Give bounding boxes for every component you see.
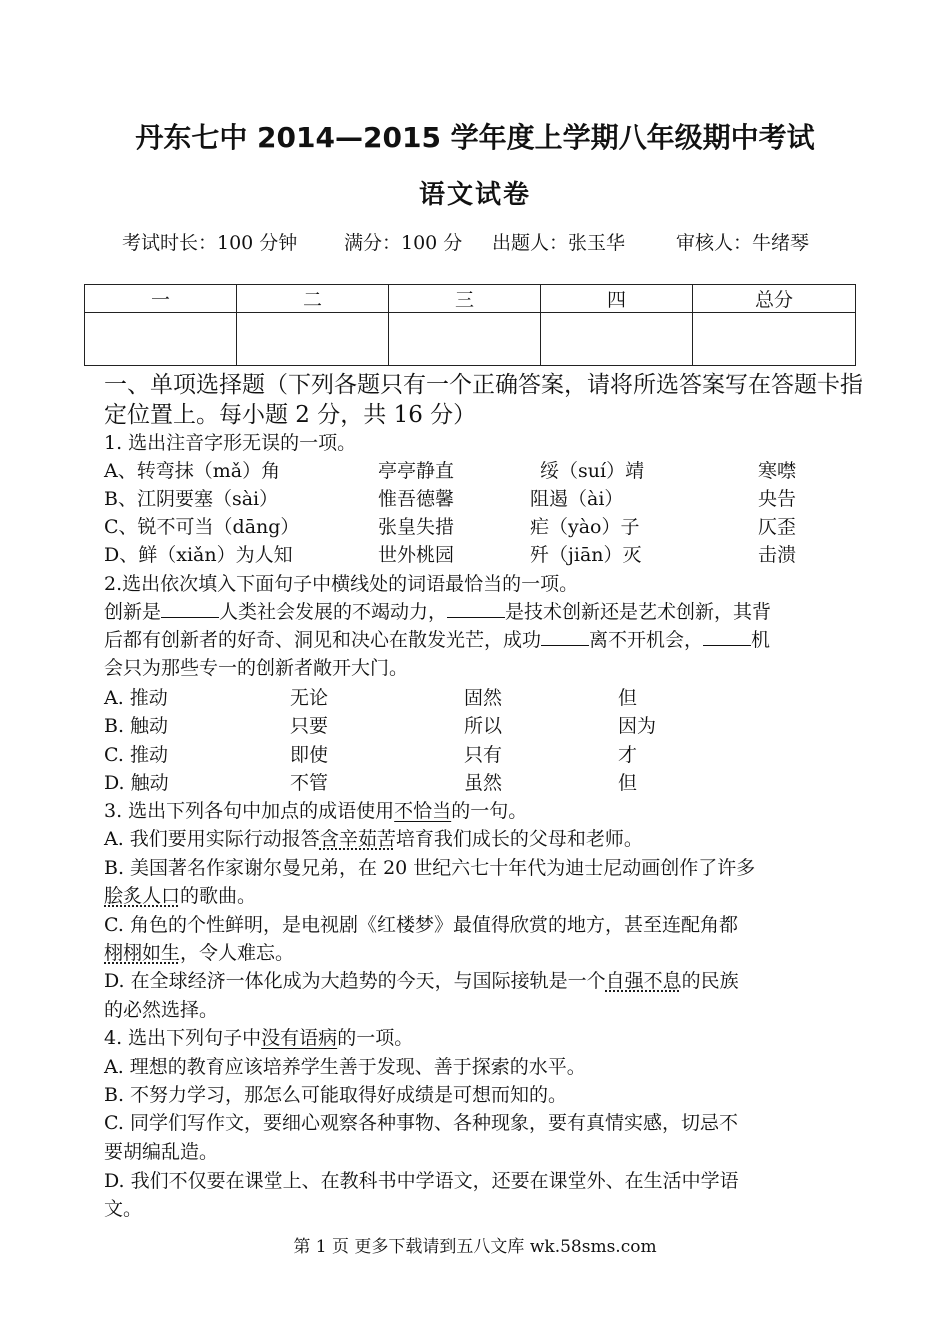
q4-stem-emphasis: 没有语病 — [261, 1027, 338, 1049]
q2-b-3: 所以 — [464, 715, 503, 737]
q1-a-1: A、转弯抹（mǎ）角 — [104, 460, 281, 482]
score-cell-3[interactable] — [389, 313, 541, 366]
q2-d-1: D. 触动 — [104, 772, 169, 794]
q1-c-4: 仄歪 — [758, 516, 797, 538]
exam-title: 丹东七中 2014—2015 学年度上学期八年级期中考试 — [135, 121, 815, 154]
q1-d-2: 世外桃园 — [378, 544, 455, 566]
q2-d-2: 不管 — [290, 772, 329, 794]
q4-option-b: B. 不努力学习，那怎么可能取得好成绩是可想而知的。 — [104, 1084, 568, 1106]
q4-stem — [104, 1023, 413, 1050]
q2-c-4: 才 — [618, 744, 638, 766]
q2-stem: 2.选出依次填入下面句子中横线处的词语最恰当的一项。 — [104, 573, 579, 595]
q2-blank-2[interactable] — [447, 599, 505, 618]
q3-stem — [104, 796, 527, 823]
author-label: 出题人：张玉华 — [492, 232, 626, 254]
score-table-entry-row — [85, 313, 856, 366]
q3-option-b-line1: B. 美国著名作家谢尔曼兄弟，在 20 世纪六七十年代为迪士尼动画创作了许多 — [104, 857, 756, 879]
q1-c-1: C、锐不可当（dāng） — [104, 516, 300, 538]
q3-stem-text: 3. 选出下列各句中加点的成语使用 — [104, 800, 395, 822]
score-cell-1[interactable] — [85, 313, 237, 366]
q3-b-idiom: 脍炙人口 — [104, 885, 181, 907]
q3-option-d-line2: 的必然选择。 — [104, 999, 219, 1021]
q1-b-4: 央告 — [758, 488, 797, 510]
q1-a-4: 寒噤 — [758, 460, 797, 482]
q4-option-c-line1: C. 同学们写作文，要细心观察各种事物、各种现象，要有真情实感，切忌不 — [104, 1112, 738, 1134]
q2-blank-1[interactable] — [161, 599, 219, 618]
q2-blank-4[interactable] — [703, 627, 751, 646]
q2-text: 机 — [751, 629, 771, 651]
q1-stem: 1. 选出注音字形无误的一项。 — [104, 432, 357, 454]
q2-a-3: 固然 — [464, 687, 503, 709]
q3-a-text: A. 我们要用实际行动报答 — [104, 828, 320, 850]
q2-d-4: 但 — [618, 772, 638, 794]
q3-a-text: 培育我们成长的父母和老师。 — [395, 828, 643, 850]
q1-d-1: D、鲜（xiǎn）为人知 — [104, 544, 293, 566]
full-score-label: 满分：100 分 — [344, 232, 463, 254]
q2-b-1: B. 触动 — [104, 715, 169, 737]
q2-d-3: 虽然 — [464, 772, 503, 794]
q2-a-4: 但 — [618, 687, 638, 709]
q3-a-idiom: 含辛茹苦 — [319, 828, 396, 850]
q1-d-3: 歼（jiān）灭 — [530, 544, 642, 566]
q1-c-2: 张皇失措 — [378, 516, 455, 538]
score-table-header-row — [85, 285, 856, 313]
q2-sentence-line2 — [104, 625, 770, 652]
score-header-total: 总分 — [693, 285, 856, 313]
score-cell-2[interactable] — [237, 313, 389, 366]
q3-stem-text: 的一句。 — [451, 800, 528, 822]
page-footer: 第 1 页 更多下载请到五八文库 wk.58sms.com — [293, 1237, 657, 1257]
score-header-2: 二 — [237, 285, 389, 313]
q2-text: 后都有创新者的好奇、洞见和决心在散发光芒，成功 — [104, 629, 542, 651]
q4-option-d-line1: D. 我们不仅要在课堂上、在教科书中学语文，还要在课堂外、在生活中学语 — [104, 1170, 739, 1192]
q3-b-text: 的歌曲。 — [180, 885, 257, 907]
q1-b-2: 惟吾德馨 — [378, 488, 455, 510]
q2-a-2: 无论 — [290, 687, 329, 709]
score-cell-4[interactable] — [541, 313, 693, 366]
q3-d-text: 的民族 — [681, 970, 739, 992]
q3-option-d-line1 — [104, 966, 739, 993]
reviewer-label: 审核人：牛绪琴 — [676, 232, 810, 254]
score-table — [84, 284, 856, 366]
q3-option-c-line1: C. 角色的个性鲜明，是电视剧《红楼梦》最值得欣赏的地方，甚至连配角都 — [104, 914, 738, 936]
q3-stem-emphasis: 不恰当 — [394, 800, 452, 822]
score-header-4: 四 — [541, 285, 693, 313]
q4-stem-text: 的一项。 — [337, 1027, 414, 1049]
q4-stem-text: 4. 选出下列句子中 — [104, 1027, 262, 1049]
q2-b-4: 因为 — [618, 715, 657, 737]
score-header-1: 一 — [85, 285, 237, 313]
q1-d-4: 击溃 — [758, 544, 797, 566]
q4-option-c-line2: 要胡编乱造。 — [104, 1141, 219, 1163]
q3-d-idiom: 自强不息 — [605, 970, 682, 992]
score-cell-total[interactable] — [693, 313, 856, 366]
q2-text: 人类社会发展的不竭动力， — [219, 601, 448, 623]
duration-label: 考试时长：100 分钟 — [122, 232, 298, 254]
q2-text: 创新是 — [104, 601, 162, 623]
q1-b-3: 阻遏（ài） — [530, 488, 624, 510]
q3-option-a — [104, 824, 643, 851]
q2-text: 是技术创新还是艺术创新，其背 — [505, 601, 772, 623]
q4-option-a: A. 理想的教育应该培养学生善于发现、善于探索的水平。 — [104, 1056, 586, 1078]
q2-c-3: 只有 — [464, 744, 503, 766]
q1-b-1: B、江阴要塞（sài） — [104, 488, 279, 510]
q2-sentence-line3: 会只为那些专一的创新者敞开大门。 — [104, 657, 409, 679]
q2-c-1: C. 推动 — [104, 744, 168, 766]
q1-a-3: 绥（suí）靖 — [540, 460, 645, 482]
score-header-3: 三 — [389, 285, 541, 313]
q3-option-c-line2 — [104, 938, 294, 965]
q2-sentence-line1 — [104, 597, 771, 624]
q3-d-text: D. 在全球经济一体化成为大趋势的今天，与国际接轨是一个 — [104, 970, 606, 992]
section1-title: 一、单项选择题（下列各题只有一个正确答案，请将所选答案写在答题卡指定位置上。每小题 2 分，共 16 分） — [104, 372, 863, 428]
q2-text: 离不开机会， — [589, 629, 704, 651]
q2-b-2: 只要 — [290, 715, 329, 737]
q4-option-d-line2: 文。 — [104, 1198, 143, 1220]
q3-c-text: ，令人难忘。 — [180, 942, 295, 964]
q3-option-b-line2 — [104, 881, 256, 908]
q2-c-2: 即使 — [290, 744, 329, 766]
q2-a-1: A. 推动 — [104, 687, 168, 709]
q1-a-2: 亭亭静直 — [378, 460, 455, 482]
q3-c-idiom: 栩栩如生 — [104, 942, 181, 964]
q2-blank-3[interactable] — [541, 627, 589, 646]
exam-subtitle: 语文试卷 — [418, 180, 531, 210]
q1-c-3: 疟（yào）子 — [530, 516, 640, 538]
